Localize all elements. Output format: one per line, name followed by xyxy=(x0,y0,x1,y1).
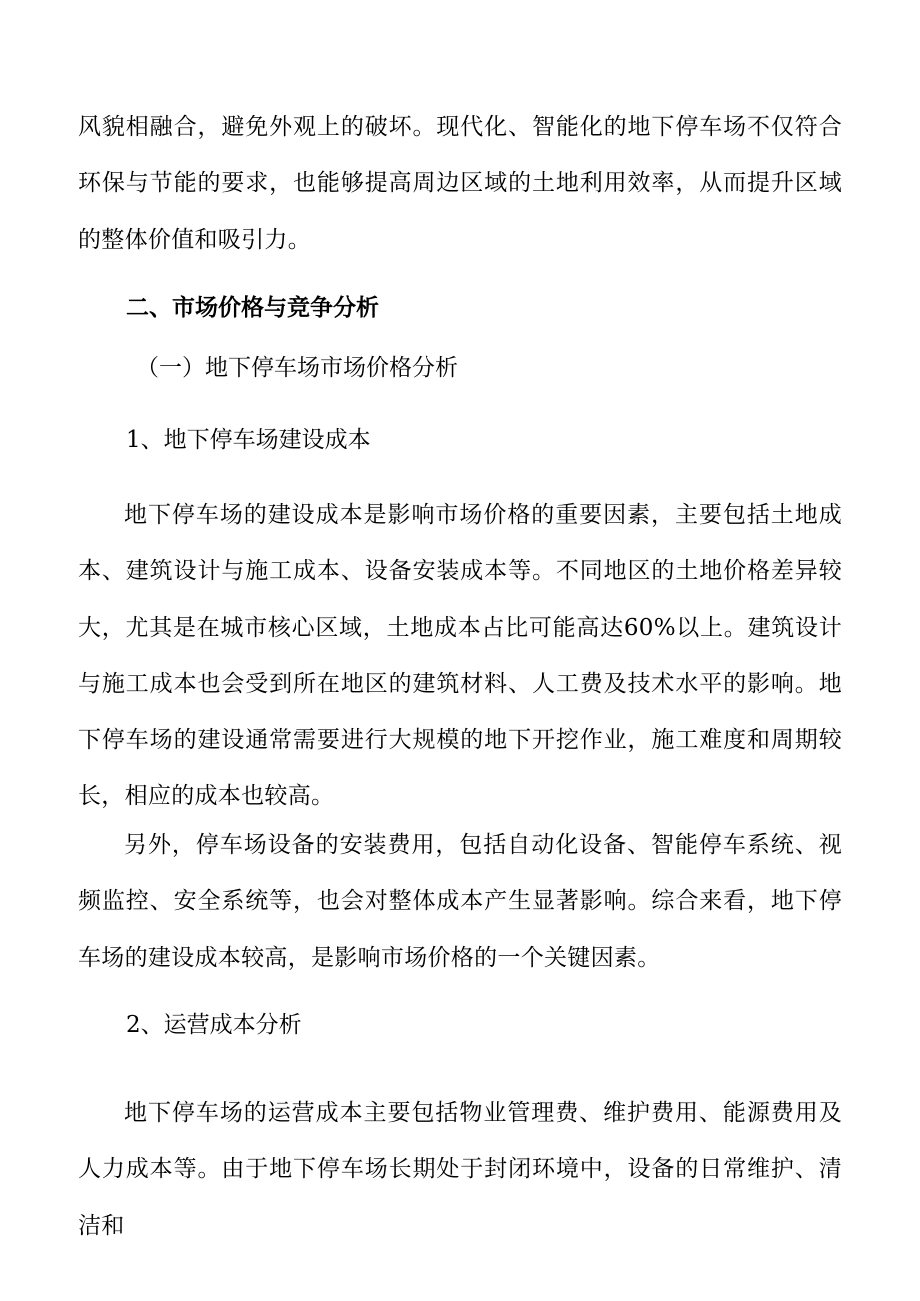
item-heading-2: 2、运营成本分析 xyxy=(126,1012,302,1038)
paragraph-construction-cost: 地下停车场的建设成本是影响市场价格的重要因素，主要包括土地成本、建筑设计与施工成本、设备安装成本等。不同地区的土地价格差异较大，尤其是在城市核心区域，土地成本占比可能高达60%以上。建筑设计与施工成本也会受到所在地区的建筑材料、人工费及技术水平的影响。地下停车场的建设通常需要进行大规模的地下开挖作业，施工难度和周期较长，相应的成本也较高。 xyxy=(78,502,842,810)
subsection-heading: （一）地下停车场市场价格分析 xyxy=(136,355,458,381)
paragraph-operating-cost: 地下停车场的运营成本主要包括物业管理费、维护费用、能源费用及人力成本等。由于地下停车场长期处于封闭环境中，设备的日常维护、清洁和 xyxy=(78,1100,842,1239)
paragraph-continued: 风貌相融合，避免外观上的破坏。现代化、智能化的地下停车场不仅符合环保与节能的要求，也能够提高周边区域的土地利用效率，从而提升区域的整体价值和吸引力。 xyxy=(78,114,842,253)
paragraph-equipment-cost: 另外，停车场设备的安装费用，包括自动化设备、智能停车系统、视频监控、安全系统等，也会对整体成本产生显著影响。综合来看，地下停车场的建设成本较高，是影响市场价格的一个关键因素。 xyxy=(78,832,842,971)
section-heading: 二、市场价格与竞争分析 xyxy=(126,295,379,321)
item-heading-1: 1、地下停车场建设成本 xyxy=(126,427,371,453)
